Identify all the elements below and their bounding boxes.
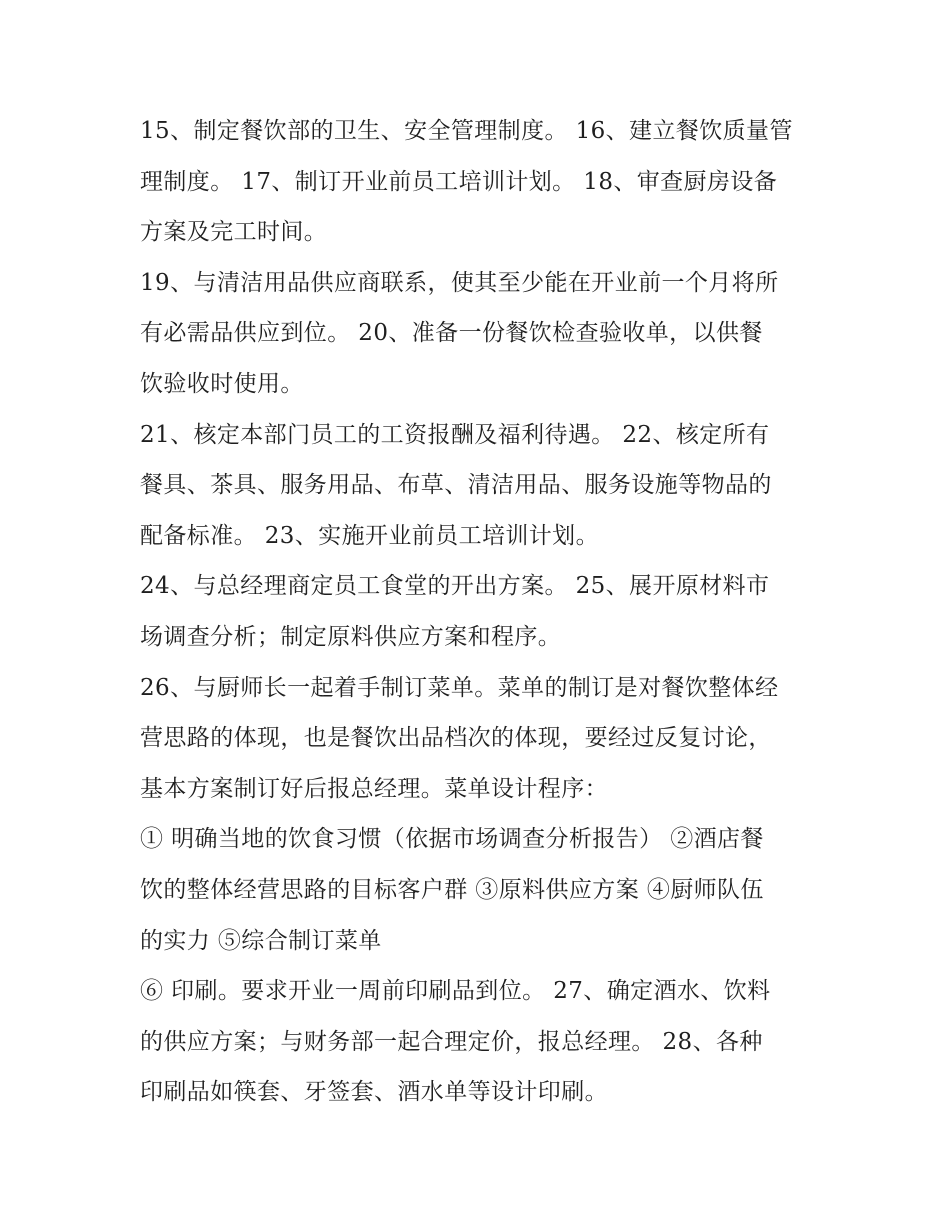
text-line: 配备标准。 23、实施开业前员工培训计划。	[140, 522, 599, 549]
text-line: 饮的整体经营思路的目标客户群 ③原料供应方案 ④厨师队伍	[140, 876, 764, 903]
text-line: 饮验收时使用。	[140, 370, 304, 397]
text-line: 的实力 ⑤综合制订菜单	[140, 927, 382, 954]
text-line: 营思路的体现，也是餐饮出品档次的体现，要经过反复讨论，	[140, 725, 772, 752]
text-line: 印刷品如筷套、牙签套、酒水单等设计印刷。	[140, 1079, 608, 1106]
text-line: 餐具、茶具、服务用品、布草、清洁用品、服务设施等物品的	[140, 472, 772, 499]
text-line: 24、与总经理商定员工食堂的开出方案。 25、展开原材料市	[140, 573, 770, 600]
text-line: 有必需品供应到位。 20、准备一份餐饮检查验收单，以供餐	[140, 320, 763, 347]
text-line: 21、核定本部门员工的工资报酬及福利待遇。 22、核定所有	[140, 421, 770, 448]
text-line: 方案及完工时间。	[140, 219, 328, 246]
text-line: 15、制定餐饮部的卫生、安全管理制度。 16、建立餐饮质量管	[140, 118, 793, 144]
text-line: 的供应方案；与财务部一起合理定价，报总经理。 28、各种	[140, 1028, 763, 1055]
text-line: ① 明确当地的饮食习惯（依据市场调查分析报告） ②酒店餐	[140, 826, 764, 853]
text-line: 19、与清洁用品供应商联系，使其至少能在开业前一个月将所	[140, 269, 779, 296]
text-line: ⑥ 印刷。要求开业一周前印刷品到位。 27、确定酒水、饮料	[140, 978, 771, 1005]
document-body	[140, 106, 830, 1118]
text-line: 基本方案制订好后报总经理。菜单设计程序：	[140, 775, 608, 802]
text-line: 理制度。 17、制订开业前员工培训计划。 18、审查厨房设备	[140, 168, 778, 195]
text-line: 场调查分析；制定原料供应方案和程序。	[140, 623, 562, 650]
text-line: 26、与厨师长一起着手制订菜单。菜单的制订是对餐饮整体经	[140, 674, 779, 701]
